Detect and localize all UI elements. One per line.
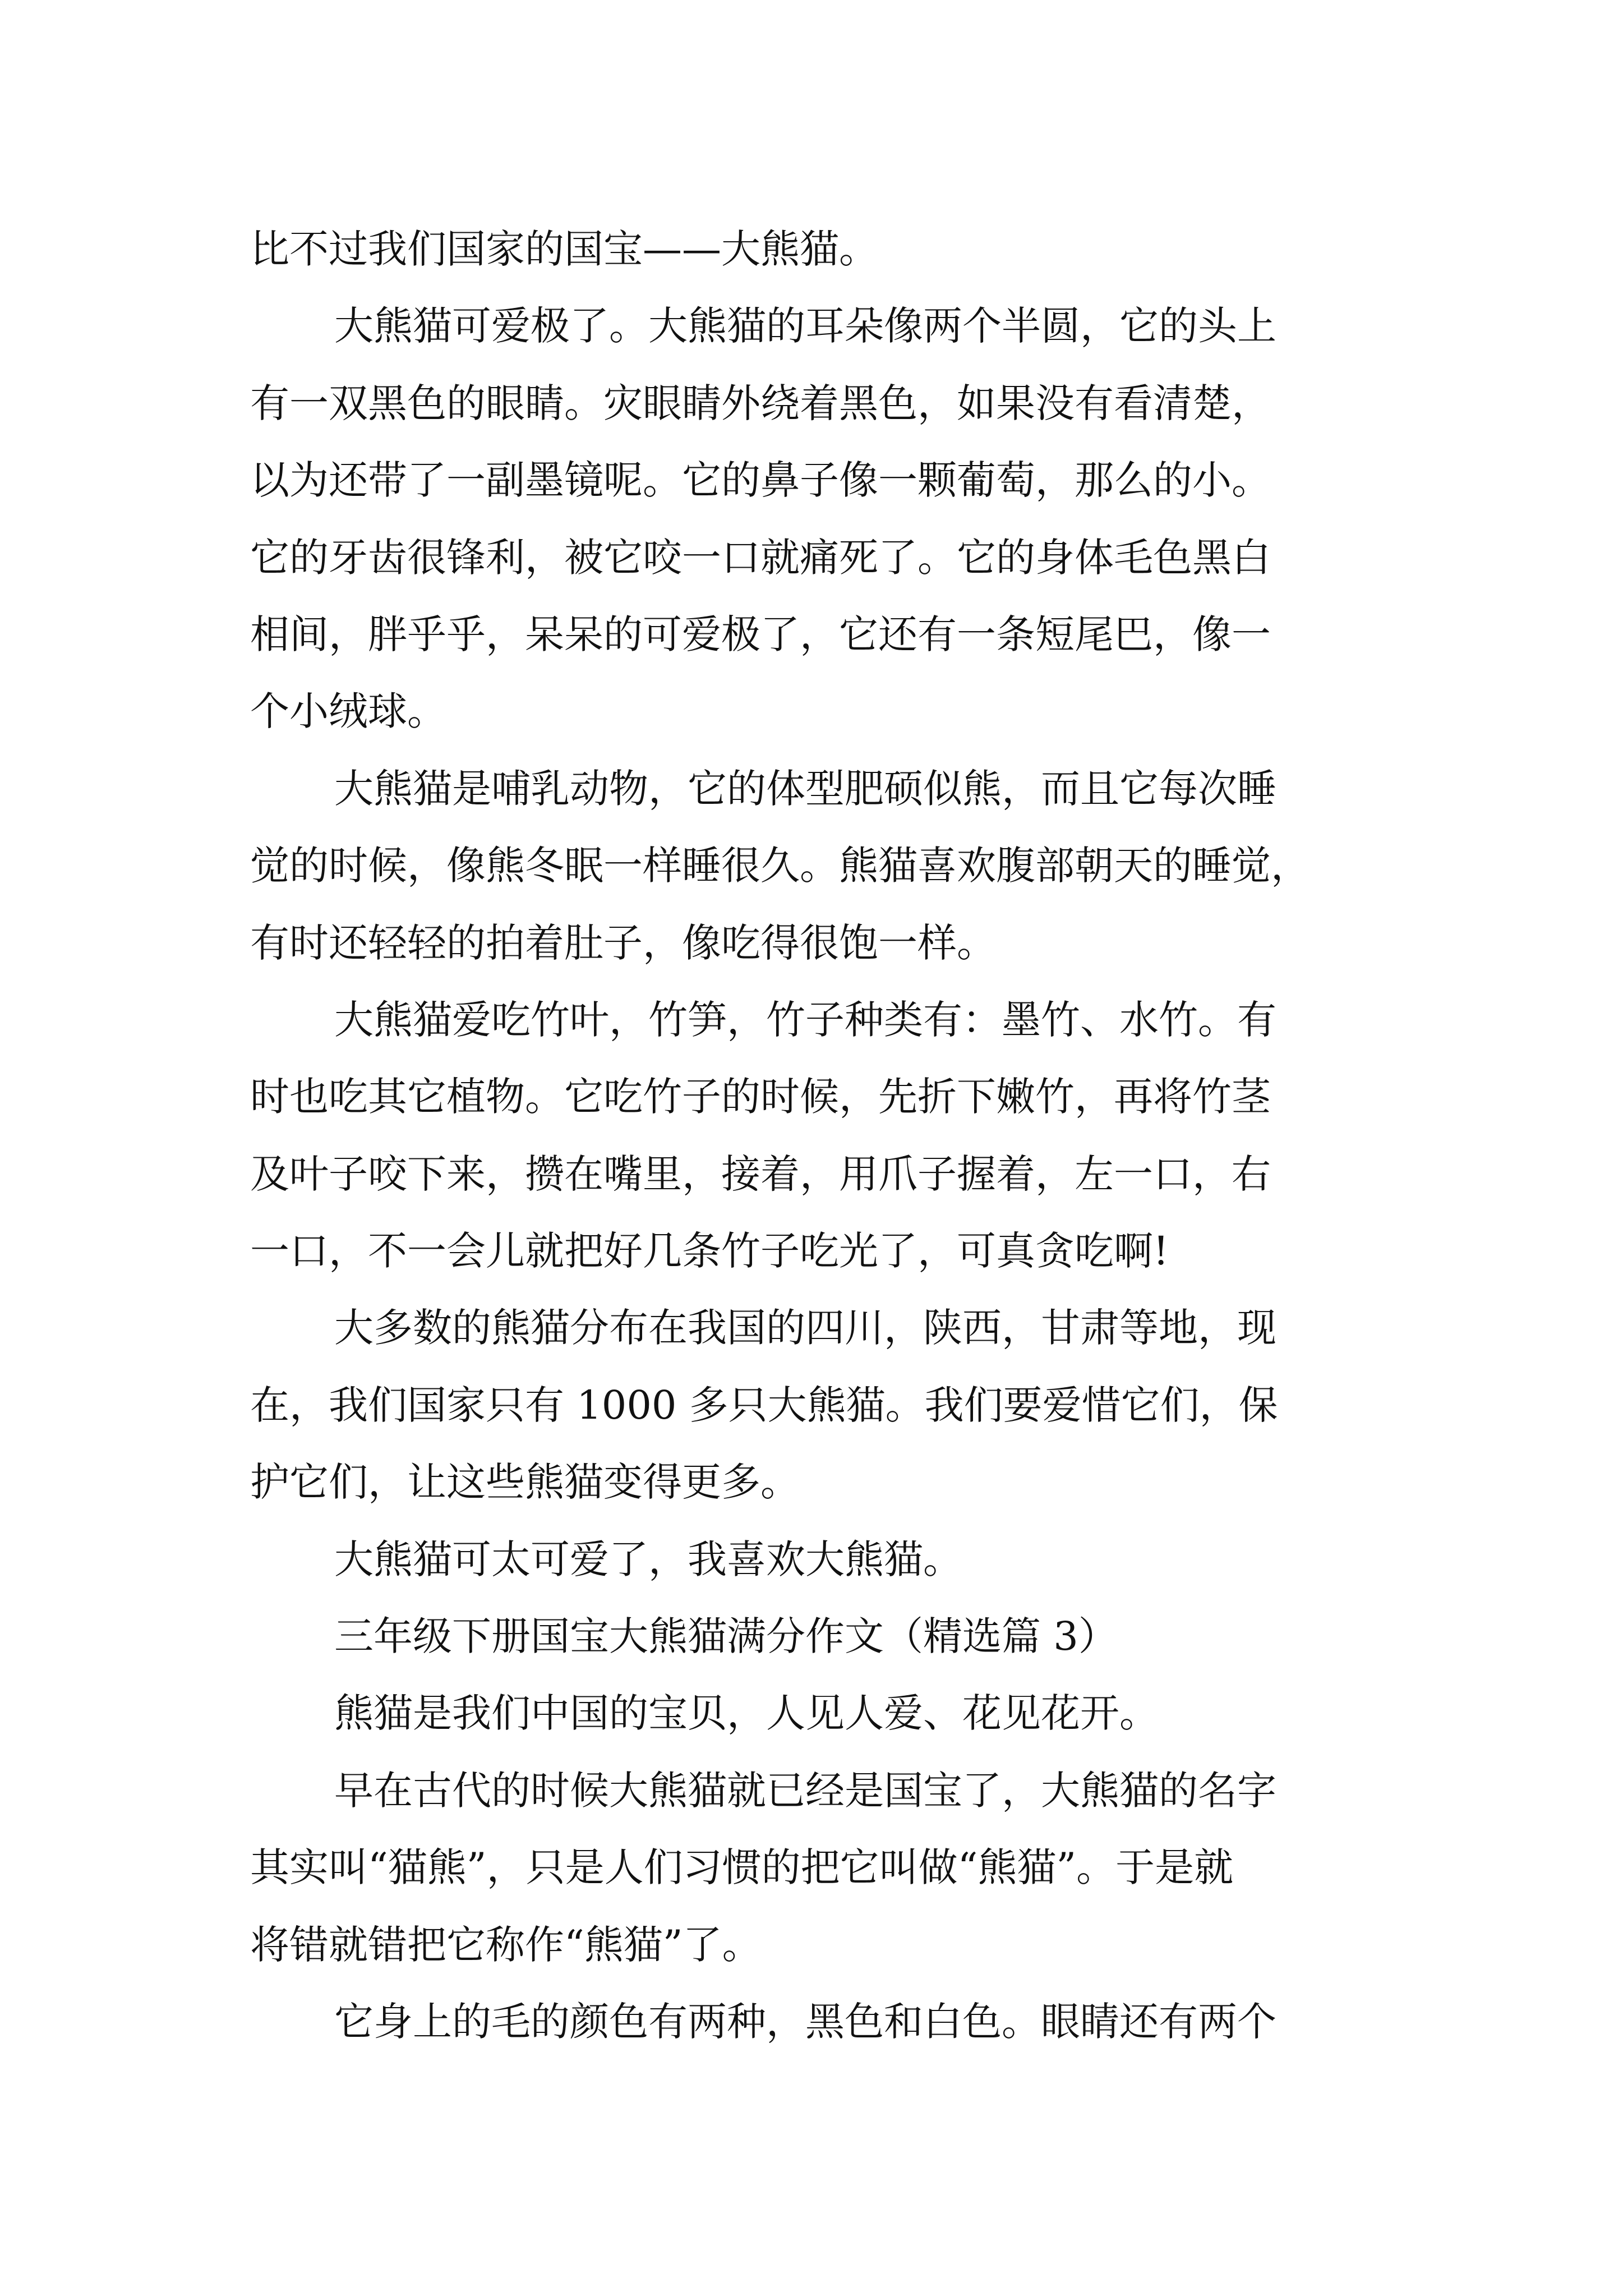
text-line: 比不过我们国家的国宝——大熊猫。 (250, 226, 878, 272)
paragraph-start-line: 大熊猫可太可爱了，我喜欢大熊猫。 (334, 1536, 962, 1582)
paragraph-start-line: 早在古代的时候大熊猫就已经是国宝了，大熊猫的名字 (334, 1767, 1276, 1814)
essay-body (250, 211, 1405, 2060)
text-line: 及叶子咬下来，攒在嘴里，接着，用爪子握着，左一口，右 (250, 1151, 1271, 1197)
paragraph-start-line: 它身上的毛的颜色有两种，黑色和白色。眼睛还有两个 (334, 1998, 1276, 2045)
paragraph-start-line: 大多数的熊猫分布在我国的四川，陕西，甘肃等地，现 (334, 1305, 1276, 1351)
text-line: 一口，不一会儿就把好几条竹子吃光了，可真贪吃啊! (250, 1228, 1169, 1274)
text-line: 有一双黑色的眼睛。灾眼睛外绕着黑色，如果没有看清楚， (250, 380, 1271, 426)
text-line: 时也吃其它植物。它吃竹子的时候，先折下嫩竹，再将竹茎 (250, 1074, 1271, 1120)
paragraph-start-line: 熊猫是我们中国的宝贝，人见人爱、花见花开。 (334, 1690, 1159, 1737)
text-line: 将错就错把它称作“熊猫”了。 (250, 1921, 762, 1968)
paragraph-start-line: 大熊猫可爱极了。大熊猫的耳朵像两个半圆，它的头上 (334, 303, 1276, 349)
text-line: 相间，胖乎乎，呆呆的可爱极了，它还有一条短尾巴，像一 (250, 611, 1271, 657)
paragraph-start-line: 大熊猫爱吃竹叶，竹笋，竹子种类有：墨竹、水竹。有 (334, 996, 1276, 1043)
text-line: 护它们，让这些熊猫变得更多。 (250, 1459, 800, 1506)
section-heading: 三年级下册国宝大熊猫满分作文（精选篇 3） (334, 1613, 1118, 1660)
text-line: 有时还轻轻的拍着肚子，像吃得很饱一样。 (250, 919, 996, 966)
text-line: 它的牙齿很锋利，被它咬一口就痛死了。它的身体毛色黑白 (250, 534, 1271, 581)
paragraph-start-line: 大熊猫是哺乳动物，它的体型肥硕似熊，而且它每次睡 (334, 765, 1276, 812)
text-line: 觉的时候，像熊冬眠一样睡很久。熊猫喜欢腹部朝天的睡觉， (250, 843, 1310, 889)
text-line: 以为还带了一副墨镜呢。它的鼻子像一颗葡萄，那么的小。 (250, 457, 1271, 504)
text-line: 在，我们国家只有 1000 多只大熊猫。我们要爱惜它们，保 (250, 1382, 1278, 1428)
text-line: 其实叫“猫熊”，只是人们习惯的把它叫做“熊猫”。于是就 (250, 1844, 1234, 1891)
text-line: 个小绒球。 (250, 688, 446, 735)
